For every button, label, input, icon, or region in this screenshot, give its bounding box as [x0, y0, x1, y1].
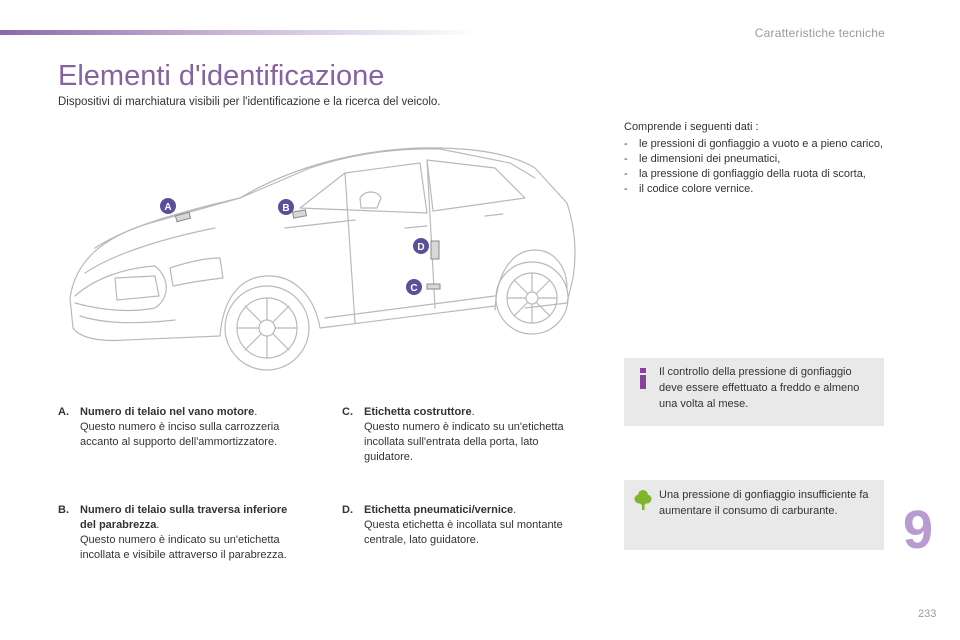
info-note-box: [624, 358, 884, 426]
list-item-text: la pressione di gonfiaggio della ruota di scorta,: [639, 168, 866, 180]
page-subtitle: Dispositivi di marchiatura visibili per l'identificazione e la ricerca del veicolo.: [58, 96, 441, 108]
header-accent-bar: [0, 30, 480, 35]
item-name-suffix: .: [156, 519, 160, 531]
item-d-description: [342, 503, 587, 548]
list-item: [624, 182, 889, 197]
svg-text:C: C: [410, 283, 418, 294]
list-item-text: le pressioni di gonfiaggio a vuoto e a pieno carico,: [639, 138, 883, 150]
info-icon: [634, 367, 652, 389]
list-item: [624, 137, 889, 152]
plate-c: [427, 284, 440, 289]
list-item: [624, 167, 889, 182]
marker-c: [406, 279, 422, 295]
car-outline: [55, 128, 585, 388]
item-letter: B.: [58, 504, 69, 516]
svg-text:B: B: [282, 203, 290, 214]
marker-a: [160, 198, 176, 214]
list-item-text: il codice colore vernice.: [639, 183, 754, 195]
item-c-description: [342, 405, 587, 465]
item-name: Etichetta pneumatici/vernice: [364, 504, 514, 516]
chapter-number: 9: [903, 500, 934, 560]
marker-b: [278, 199, 294, 215]
list-item: [624, 152, 889, 167]
list-dash: -: [624, 183, 628, 195]
plate-d: [431, 241, 439, 259]
item-b-description: [58, 503, 303, 563]
item-name: Numero di telaio sulla traversa inferiore del parabrezza: [80, 504, 288, 531]
item-name-suffix: .: [471, 406, 475, 418]
svg-text:D: D: [417, 242, 425, 253]
plate-b: [293, 210, 307, 218]
info-note-text: Il controllo della pressione di gonfiaggio deve essere effettuato a freddo e almeno una volta al mese.: [659, 366, 860, 410]
label-data-list: [624, 120, 889, 197]
item-letter: C.: [342, 406, 353, 418]
marker-d: [413, 238, 429, 254]
item-name-suffix: .: [254, 406, 258, 418]
car-illustration: [55, 128, 585, 388]
item-name: Numero di telaio nel vano motore: [80, 406, 255, 418]
page-number: 233: [918, 608, 937, 620]
item-text: Questo numero è indicato su un'etichetta incollata e visibile attraverso il parabrezza.: [80, 534, 287, 561]
item-letter: A.: [58, 406, 69, 418]
item-text: Questo numero è inciso sulla carrozzeria accanto al supporto dell'ammortizzatore.: [80, 421, 280, 448]
item-text: Questa etichetta è incollata sul montante centrale, lato guidatore.: [364, 519, 563, 546]
eco-note-text: Una pressione di gonfiaggio insufficiente fa aumentare il consumo di carburante.: [659, 489, 869, 517]
eco-note-box: [624, 480, 884, 550]
list-dash: -: [624, 153, 628, 165]
item-name-suffix: .: [513, 504, 517, 516]
eco-tree-icon: [634, 489, 652, 511]
data-list-intro: Comprende i seguenti dati :: [624, 121, 759, 133]
page-title: Elementi d'identificazione: [58, 60, 385, 92]
item-text: Questo numero è indicato su un'etichetta incollata sull'entrata della porta, lato guidatore.: [364, 421, 564, 463]
list-item-text: le dimensioni dei pneumatici,: [639, 153, 781, 165]
item-letter: D.: [342, 504, 353, 516]
section-title: Caratteristiche tecniche: [754, 26, 885, 40]
svg-text:A: A: [164, 202, 172, 213]
list-dash: -: [624, 168, 628, 180]
list-dash: -: [624, 138, 628, 150]
item-name: Etichetta costruttore: [364, 406, 472, 418]
item-a-description: [58, 405, 303, 450]
